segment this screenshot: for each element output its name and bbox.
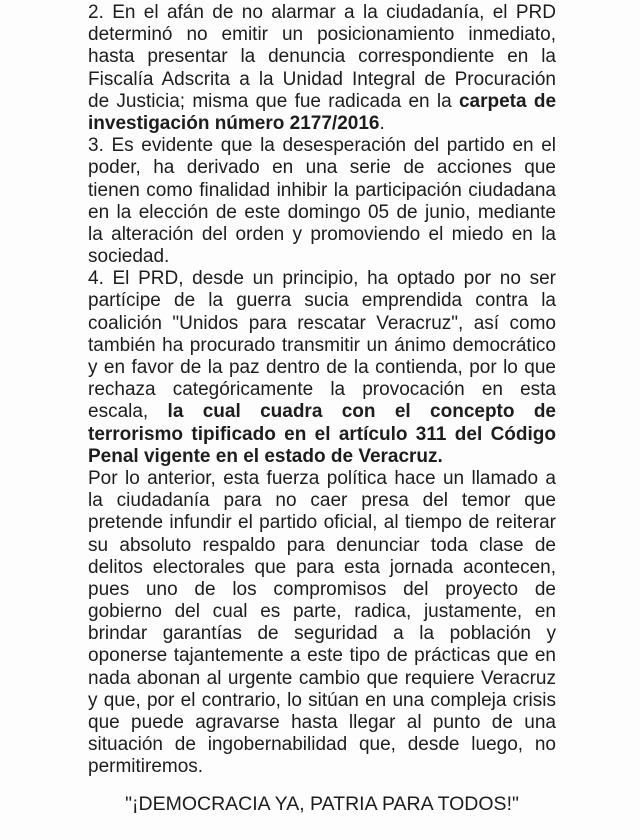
text-line: [88, 91, 556, 113]
text-line: [88, 290, 556, 312]
text-line: [88, 446, 556, 468]
text-line: [88, 268, 556, 290]
text-segment: y en favor de la paz dentro de la contienda, por lo que: [88, 357, 556, 378]
text-segment: determinó no emitir un posicionamiento inmediato,: [88, 24, 556, 46]
text-line: [88, 712, 556, 734]
text-line: [88, 113, 556, 135]
text-segment: delitos electorales que para esta jornada acontecen,: [88, 556, 556, 578]
text-segment: y que, por el contrario, lo sitúan en una compleja crisis: [88, 689, 556, 711]
text-line: [88, 202, 556, 224]
text-segment: 2. En el afán de no alarmar a la ciudadanía, el PRD: [88, 2, 556, 23]
text-segment: gobierno del cual es parte, radica, justamente, en: [88, 601, 556, 623]
text-segment: permitiremos.: [88, 756, 204, 778]
text-line: [88, 335, 556, 357]
text-segment: su absoluto respaldo para denunciar toda clase de: [88, 534, 556, 556]
text-segment: poder, ha derivado en una serie de acciones que: [88, 157, 556, 179]
bold-text-segment: la cual cuadra con el concepto de: [167, 401, 557, 423]
text-line: [88, 180, 556, 202]
text-segment: Fiscalía Adscrita a la Unidad Integral de Procuración: [88, 68, 556, 90]
text-segment: oponerse tajantemente a este tipo de prácticas que en: [88, 645, 556, 667]
text-segment: en la elección de este domingo 05 de junio, mediante: [88, 201, 556, 223]
text-segment: la alteración del orden y promoviendo el miedo en la: [88, 223, 556, 245]
text-segment: coalición "Unidos para rescatar Veracruz", así como: [88, 312, 556, 334]
text-line: [88, 668, 556, 690]
text-line: [88, 601, 556, 623]
text-segment: brindar garantías de seguridad a la población y: [88, 623, 556, 645]
text-segment: .: [379, 112, 385, 134]
text-line: [88, 623, 556, 645]
text-segment: 3. Es evidente que la desesperación del partido en el: [88, 135, 556, 157]
text-line: [88, 246, 556, 268]
text-segment: sociedad.: [88, 246, 170, 268]
text-segment: de Justicia; misma que fue radicada en la: [88, 90, 459, 112]
text-line: [88, 379, 556, 401]
text-line: [88, 135, 556, 157]
text-line: [88, 401, 556, 423]
text-segment: pretende infundir el partido oficial, al tiempo de reiterar: [88, 512, 556, 534]
text-line: [88, 24, 556, 46]
text-line: [88, 2, 556, 24]
text-line: [88, 756, 556, 778]
text-line: [88, 490, 556, 512]
text-line: [88, 734, 556, 756]
text-line: [88, 69, 556, 91]
text-line: [88, 579, 556, 601]
bold-text-segment: carpeta de: [458, 90, 557, 112]
text-line: [88, 557, 556, 579]
text-segment: Por lo anterior, esta fuerza política hace un llamado a: [88, 467, 556, 489]
text-segment: hasta presentar la denuncia correspondiente en la: [88, 46, 556, 68]
text-line: [88, 512, 556, 534]
text-line: [88, 424, 556, 446]
text-segment: la ciudadanía para no caer presa del temor que: [88, 490, 556, 512]
text-segment: rechaza categóricamente la provocación en esta: [88, 379, 556, 401]
text-segment: escala,: [88, 401, 168, 423]
slogan: "¡DEMOCRACIA YA, PATRIA PARA TODOS!": [125, 793, 519, 815]
text-line: [88, 357, 556, 379]
text-segment: tienen como finalidad inhibir la participación ciudadana: [88, 179, 556, 201]
text-line: [88, 690, 556, 712]
document-body: [88, 2, 556, 779]
text-line: [88, 224, 556, 246]
text-line: [88, 313, 556, 335]
text-segment: que puede agravarse hasta llegar al punto de una: [88, 712, 556, 733]
text-line: [88, 535, 556, 557]
text-segment: partícipe de la guerra sucia emprendida contra la: [88, 290, 556, 312]
bold-text-segment: Penal vigente en el estado de Veracruz.: [88, 445, 443, 467]
text-line: [88, 157, 556, 179]
text-line: [88, 468, 556, 490]
bold-text-segment: terrorismo tipificado en el artículo 311 del Código: [88, 423, 556, 445]
text-line: [88, 46, 556, 68]
text-segment: nada abonan al urgente cambio que requiere Veracruz: [88, 667, 556, 689]
text-segment: situación de ingobernabilidad que, desde luego, no: [88, 734, 556, 756]
text-line: [88, 645, 556, 667]
text-segment: pues uno de los compromisos del proyecto de: [88, 578, 556, 600]
bold-text-segment: investigación número 2177/2016: [88, 112, 380, 134]
text-segment: también ha procurado transmitir un ánimo democrático: [88, 334, 556, 356]
text-segment: 4. El PRD, desde un principio, ha optado por no ser: [88, 268, 556, 290]
